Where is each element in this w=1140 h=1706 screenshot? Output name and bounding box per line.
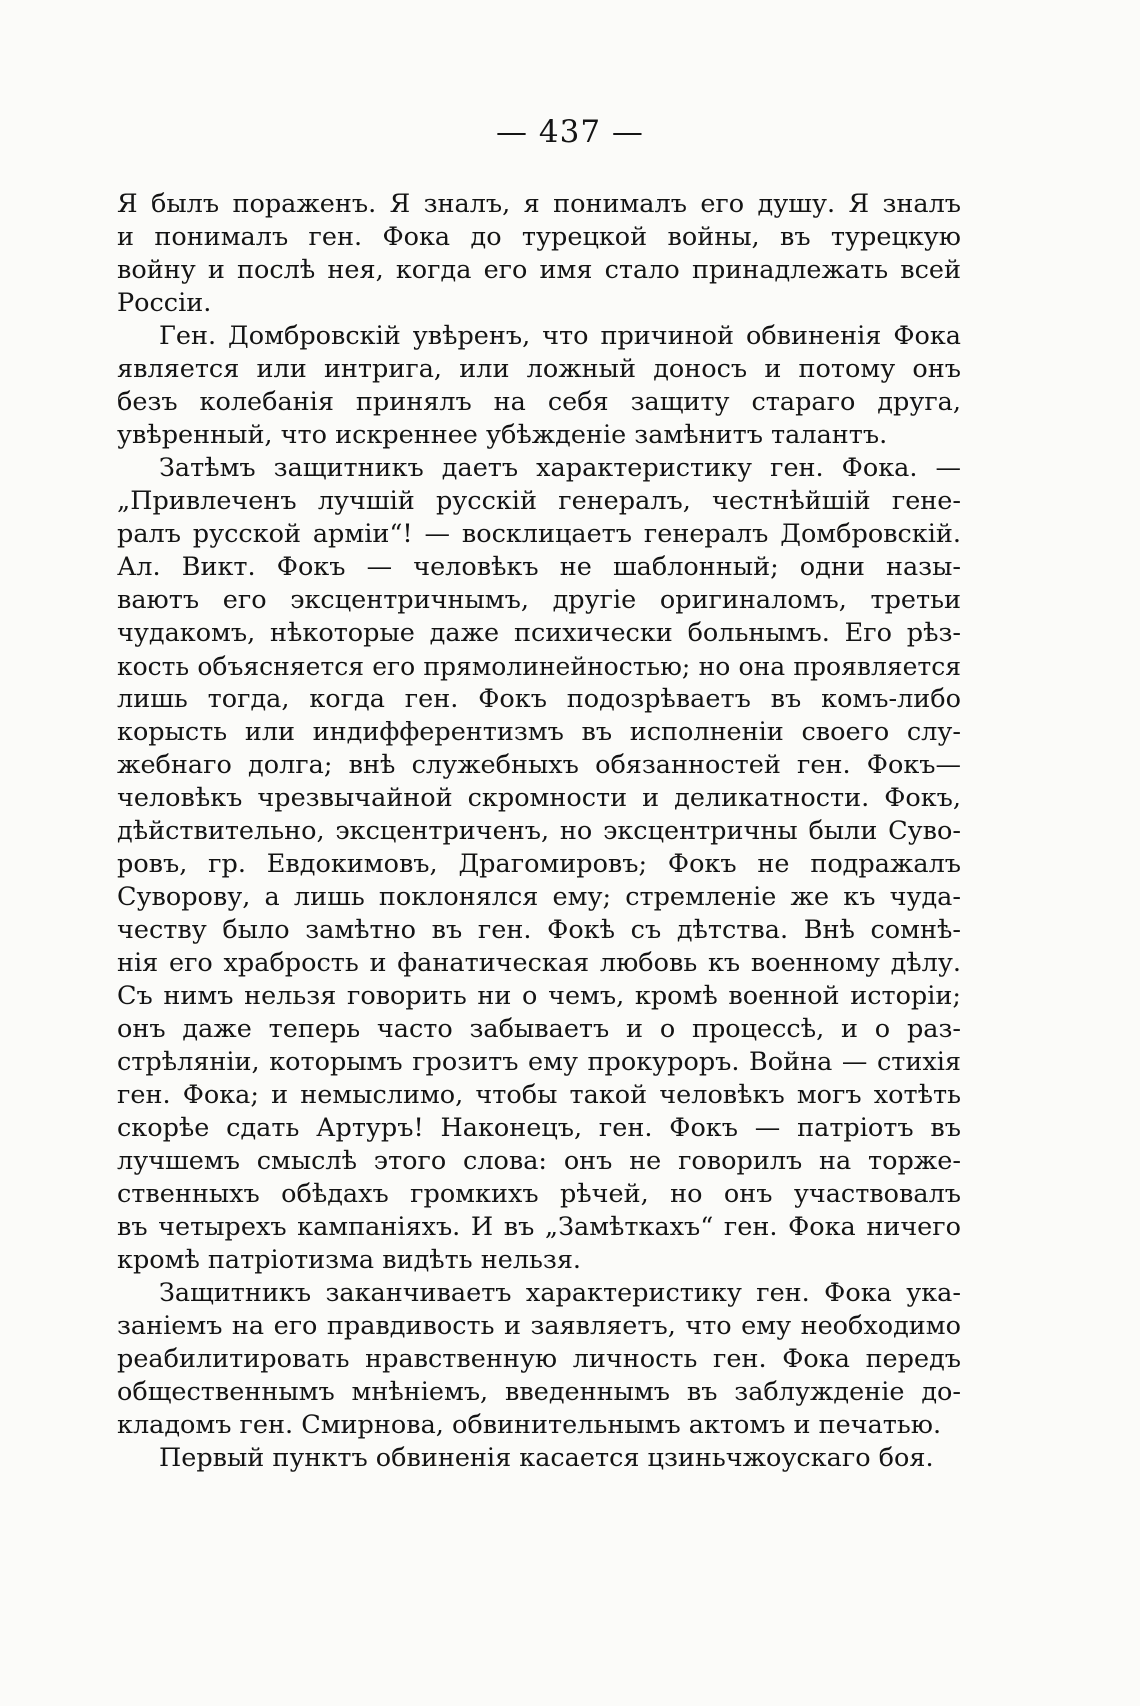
- text-line: общественнымъ мнѣніемъ, введеннымъ въ заблужденіе до-: [117, 1377, 961, 1407]
- text-line: ственныхъ обѣдахъ громкихъ рѣчей, но онъ участвовалъ: [117, 1179, 961, 1209]
- text-line: увѣренный, что искреннее убѣжденіе замѣнитъ талантъ.: [117, 420, 888, 450]
- text-line: „Привлеченъ лучшій русскій генералъ, честнѣйшій гене-: [117, 486, 961, 516]
- text-line: безъ колебанія принялъ на себя защиту стараго друга,: [117, 387, 961, 417]
- text-line: честву было замѣтно въ ген. Фокѣ съ дѣтства. Внѣ сомнѣ-: [117, 915, 961, 945]
- text-line: Россіи.: [117, 288, 212, 318]
- text-line: является или интрига, или ложный доносъ и потому онъ: [117, 354, 961, 384]
- text-line: кромѣ патріотизма видѣть нельзя.: [117, 1245, 582, 1275]
- text-line: ген. Фока; и немыслимо, чтобы такой человѣкъ могъ хотѣть: [117, 1080, 961, 1110]
- text-line: онъ даже теперь часто забываетъ и о процессѣ, и о раз-: [117, 1014, 961, 1044]
- text-line: дѣйствительно, эксцентриченъ, но эксцентричны были Суво-: [117, 816, 961, 846]
- text-line: ралъ русской арміи“! — восклицаетъ генералъ Домбровскій.: [117, 519, 961, 549]
- text-line: Защитникъ заканчиваетъ характеристику ген. Фока ука-: [159, 1278, 961, 1308]
- text-line: заніемъ на его правдивость и заявляетъ, что ему необходимо: [117, 1311, 961, 1341]
- text-line: Суворову, а лишь поклонялся ему; стремленіе же къ чуда-: [117, 882, 961, 912]
- text-line: жебнаго долга; внѣ служебныхъ обязанностей ген. Фокъ—: [117, 750, 961, 780]
- text-line: скорѣе сдать Артуръ! Наконецъ, ген. Фокъ — патріотъ въ: [117, 1113, 961, 1143]
- text-line: ваютъ его эксцентричнымъ, другіе оригиналомъ, третьи: [117, 585, 961, 615]
- text-line: реабилитировать нравственную личность ген. Фока передъ: [117, 1344, 961, 1374]
- text-line: лучшемъ смыслѣ этого слова: онъ не говорилъ на торже-: [117, 1146, 961, 1176]
- text-line: нія его храбрость и фанатическая любовь къ военному дѣлу.: [117, 948, 961, 978]
- text-line: стрѣляніи, которымъ грозитъ ему прокуроръ. Война — стихія: [117, 1047, 961, 1077]
- text-line: кость объясняется его прямолинейностью; но она проявляется: [117, 652, 961, 681]
- page-number: — 437 —: [496, 114, 644, 150]
- text-line: лишь тогда, когда ген. Фокъ подозрѣваетъ въ комъ-либо: [117, 684, 961, 714]
- text-line: корысть или индифферентизмъ въ исполненіи своего слу-: [117, 717, 961, 747]
- text-line: войну и послѣ нея, когда его имя стало принадлежать всей: [117, 255, 961, 285]
- text-line: Ал. Викт. Фокъ — человѣкъ не шаблонный; одни назы-: [117, 552, 961, 582]
- text-line: Съ нимъ нельзя говорить ни о чемъ, кромѣ военной исторіи;: [117, 981, 961, 1011]
- text-line: Я былъ пораженъ. Я зналъ, я понималъ его душу. Я зналъ: [117, 189, 961, 219]
- text-line: и понималъ ген. Фока до турецкой войны, въ турецкую: [117, 222, 961, 252]
- text-line: Первый пунктъ обвиненія касается цзиньчжоускаго боя.: [159, 1443, 934, 1473]
- text-line: ровъ, гр. Евдокимовъ, Драгомировъ; Фокъ не подражалъ: [117, 849, 961, 879]
- text-line: Ген. Домбровскій увѣренъ, что причиной обвиненія Фока: [159, 321, 961, 351]
- text-line: Затѣмъ защитникъ даетъ характеристику ген. Фока. —: [159, 453, 961, 483]
- text-line: кладомъ ген. Смирнова, обвинительнымъ актомъ и печатью.: [117, 1410, 942, 1440]
- text-line: чудакомъ, нѣкоторые даже психически больнымъ. Его рѣз-: [117, 618, 961, 648]
- text-line: человѣкъ чрезвычайной скромности и деликатности. Фокъ,: [117, 783, 961, 813]
- body-text: [117, 188, 961, 1475]
- text-line: въ четырехъ кампаніяхъ. И въ „Замѣткахъ“ ген. Фока ничего: [117, 1212, 961, 1242]
